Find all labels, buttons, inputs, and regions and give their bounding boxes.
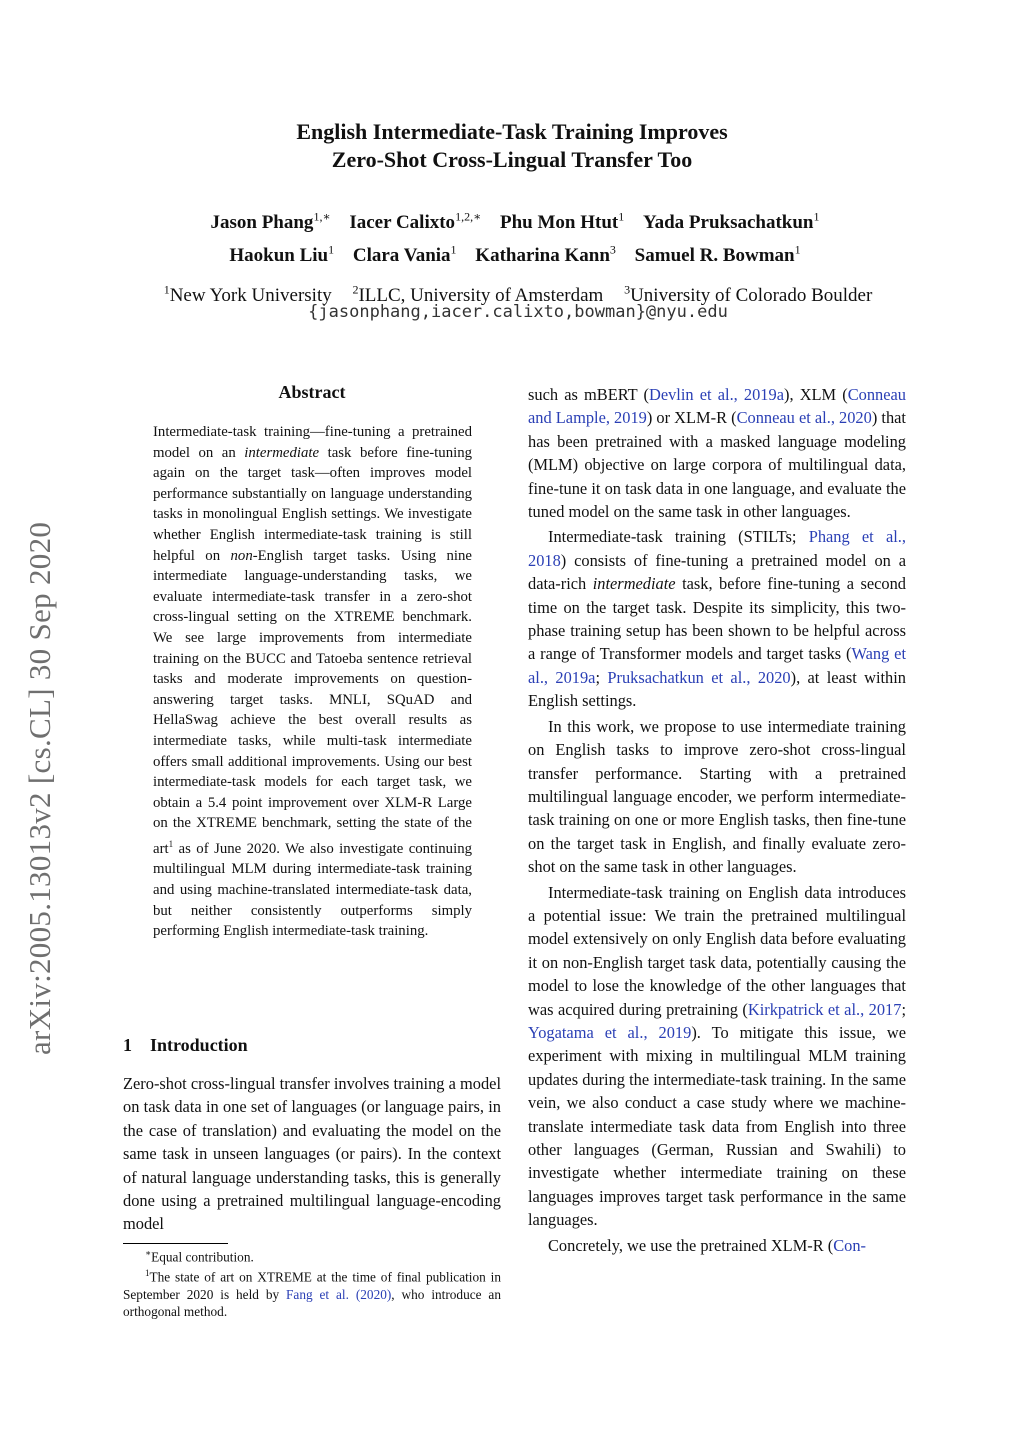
title-line-1: English Intermediate-Task Training Improves bbox=[296, 119, 728, 144]
paragraph: In this work, we propose to use intermediate training on English tasks to improve zero-shot cross-lingual transfer performance. Starting with a pretrained multilingual language encoder, we perform intermediate-task training on one or more English tasks, then fine-tune on the target task in English, and finally evaluate zero-shot on the same task in other languages. bbox=[528, 716, 906, 877]
author-line-2 bbox=[0, 236, 1024, 268]
section-title: Introduction bbox=[150, 1035, 248, 1055]
abstract-text: Intermediate-task training—fine-tuning a pretrained model on an intermediate task before fine-tuning again on the target task—often improves model performance substantially on language understanding tasks in monolingual English settings. We investigate whether English intermediate-task training is still helpful on non-English target tasks. Using nine intermediate language-understanding tasks, we evaluate intermediate-task transfer in a zero-shot cross-lingual setting on the XTREME benchmark. We see large improvements from intermediate training on the BUCC and Tatoeba sentence retrieval tasks and moderate improvements on question-answering target tasks. MNLI, SQuAD and HellaSwag achieve the best overall results as intermediate tasks, while multi-task intermediate offers small additional improvements. Using our best intermediate-task models for each target task, we obtain a 5.4 point improvement over XLM-R Large on the XTREME benchmark, setting the state of the art$^1$ as of June 2020. We also investigate continuing multilingual MLM during intermediate-task training and using machine-translated intermediate-task data, but neither consistently outperforms simply performing English intermediate-task training. bbox=[153, 424, 472, 940]
author-name: Iacer Calixto bbox=[349, 212, 456, 234]
citation-link[interactable]: Conneau et al., 2020 bbox=[736, 408, 872, 428]
author-name: Haokun Liu bbox=[229, 244, 329, 266]
author-affil-mark: 1 bbox=[813, 210, 820, 224]
citation-link[interactable]: Phang et al., 2018 bbox=[528, 527, 906, 570]
author-emails[interactable]: {jasonphang,iacer.calixto,bowman}@nyu.edu bbox=[308, 302, 728, 322]
author-affil-mark: 1,2,∗ bbox=[455, 210, 482, 224]
author-name: Katharina Kann bbox=[475, 244, 610, 266]
author bbox=[500, 212, 624, 233]
footnotes bbox=[123, 1245, 501, 1320]
paragraph: Intermediate-task training (STILTs; Phang et al., 2018) consists of fine-tuning a pretrained model on a data-rich intermediate task, before fine-tuning a second time on the target task. Despite its simplicity, this two-phase training setup has been shown to be helpful across a range of Transformer models and target tasks (Wang et al., 2019a; Pruksachatkun et al., 2020), at least within English settings. bbox=[528, 527, 907, 711]
section-heading-introduction bbox=[123, 1035, 248, 1056]
author-name: Yada Pruksachatkun bbox=[642, 212, 814, 234]
citation-link[interactable]: Pruksachatkun et al., 2020 bbox=[607, 667, 791, 687]
affiliation-name: New York University bbox=[169, 285, 332, 307]
citation-link[interactable]: Conneau and Lample, 2019 bbox=[528, 385, 906, 428]
author-list bbox=[0, 204, 1024, 269]
author-name: Phu Mon Htut bbox=[499, 212, 619, 234]
intro-paragraph-1: Zero-shot cross-lingual transfer involves training a model on task data in one set of languages (or language pairs, in the case of translation) and evaluating the model on the same task in unseen languages (or pairs). In the context of natural language understanding tasks, this is generally done using a pretrained multilingual language-encoding model bbox=[123, 1074, 501, 1234]
affiliation-name: University of Colorado Boulder bbox=[630, 285, 873, 307]
author bbox=[349, 212, 481, 233]
right-column bbox=[528, 383, 906, 1257]
author-affil-mark: 1,∗ bbox=[313, 210, 331, 224]
paragraph: Concretely, we use the pretrained XLM-R (Con- bbox=[548, 1235, 867, 1255]
affiliation-mark: 1 bbox=[163, 283, 170, 297]
author-name: Clara Vania bbox=[352, 244, 451, 266]
paragraph: Intermediate-task training on English data introduces a potential issue: We train the pretrained multilingual model extensively on only English data before evaluating it on non-English target task data, potentially causing the model to lose the knowledge of the other languages that was acquired during pretraining (Kirkpatrick et al., 2017; Yogatama et al., 2019). To mitigate this issue, we experiment with mixing in multilingual MLM training updates during the intermediate-task training. In the same vein, we also conduct a case study where we machine-translate intermediate task data from English into three other languages (German, Russian and Swahili) to investigate whether intermediate training on these languages improves target task performance in the same languages. bbox=[528, 882, 906, 1230]
citation-link[interactable]: Wang et al., 2019a bbox=[528, 644, 907, 687]
author-name: Samuel R. Bowman bbox=[634, 244, 795, 266]
author bbox=[643, 212, 820, 233]
emphasis: intermediate bbox=[244, 444, 320, 461]
author-affil-mark: 1 bbox=[328, 242, 335, 257]
author bbox=[634, 242, 801, 266]
title-line-2: Zero-Shot Cross-Lingual Transfer Too bbox=[331, 147, 693, 172]
author-line-1 bbox=[0, 204, 1024, 236]
author bbox=[352, 242, 457, 266]
footnote-mark[interactable]: 1 bbox=[168, 838, 174, 849]
author bbox=[210, 212, 330, 233]
emphasis: intermediate bbox=[592, 574, 676, 594]
footnote-divider bbox=[123, 1243, 228, 1244]
emphasis: non bbox=[230, 547, 253, 564]
author bbox=[475, 242, 616, 266]
affiliation-mark: 3 bbox=[624, 283, 631, 297]
affiliation-name: ILLC, University of Amsterdam bbox=[358, 285, 604, 307]
author-affil-mark: 1 bbox=[618, 210, 625, 224]
citation-link[interactable]: Devlin et al., 2019a bbox=[648, 385, 784, 404]
citation-link[interactable]: Con- bbox=[833, 1235, 867, 1255]
footnote: ∗Equal contribution. bbox=[145, 1248, 254, 1265]
section-number: 1 bbox=[123, 1035, 132, 1055]
author-name: Jason Phang bbox=[210, 212, 314, 234]
footnote-mark: 1 bbox=[145, 1268, 150, 1279]
citation-link[interactable]: Kirkpatrick et al., 2017 bbox=[747, 999, 902, 1019]
paragraph: such as mBERT (Devlin et al., 2019a), XLM (Conneau and Lample, 2019) or XLM-R (Conneau et al., 2020) that has been pretrained with a masked language modeling (MLM) objective on large corpora of multilingual data, fine-tune it on task data in one language, and evaluate the tuned model on the same task in other languages. bbox=[528, 385, 906, 522]
abstract-heading: Abstract bbox=[278, 382, 346, 402]
footnote-mark: ∗ bbox=[145, 1248, 152, 1258]
footnote: $^1$The state of art on XTREME at the time of final publication in September 2020 is held by Fang et al. (2020), who introduce an orthogonal method. bbox=[123, 1268, 501, 1319]
author-affil-mark: 3 bbox=[609, 242, 616, 257]
affiliation-mark: 2 bbox=[352, 283, 359, 297]
author bbox=[229, 242, 335, 266]
citation-link[interactable]: Yogatama et al., 2019 bbox=[528, 1022, 692, 1042]
author-affil-mark: 1 bbox=[450, 242, 457, 257]
citation-link[interactable]: Fang et al. (2020) bbox=[286, 1286, 392, 1302]
paper-title bbox=[0, 118, 1024, 174]
author-affil-mark: 1 bbox=[794, 242, 801, 257]
arxiv-stamp: arXiv:2005.13013v2 [cs.CL] 30 Sep 2020 bbox=[22, 521, 57, 1055]
